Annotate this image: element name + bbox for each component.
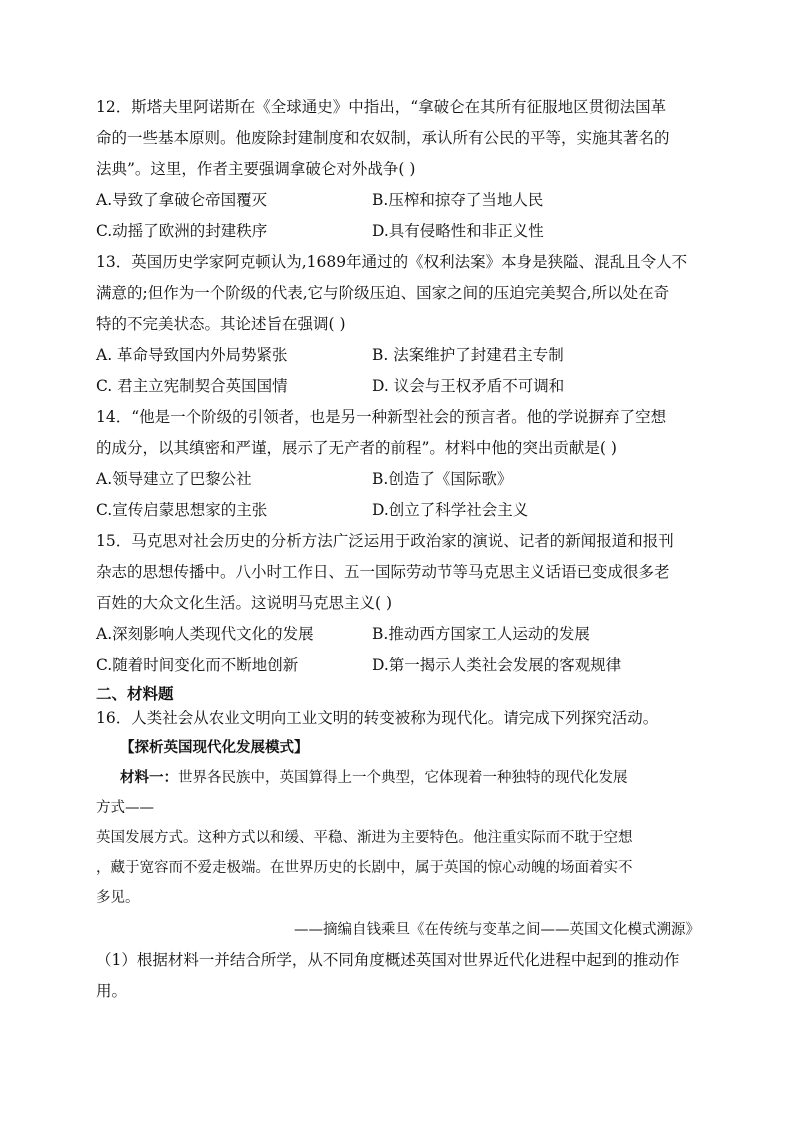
question-text-line: 满意的;但作为一个阶级的代表,它与阶级压迫、国家之间的压迫完美契合,所以处在奇 xyxy=(96,284,670,302)
options-row xyxy=(96,495,700,526)
option-c: C.动摇了欧洲的封建秩序 xyxy=(96,222,268,240)
task-line: 用。 xyxy=(96,982,128,1000)
option-c: C.宣传启蒙思想家的主张 xyxy=(96,501,268,519)
question-14 xyxy=(96,402,700,526)
question-text-line: 的成分，以其缜密和严谨，展示了无产者的前程”。材料中他的突出贡献是( ) xyxy=(96,439,617,457)
material-line: ，藏于宽容而不爱走极端。在世界历史的长剧中，属于英国的惊心动魄的场面着实不 xyxy=(96,860,633,876)
question-text-line: 13．英国历史学家阿克顿认为,1689年通过的《权利法案》本身是狭隘、混乱且令人不 xyxy=(96,253,688,271)
question-text-line: 特的不完美状态。其论述旨在强调( ) xyxy=(96,315,346,333)
task-line: （1）根据材料一并结合所学，从不同角度概述英国对世界近代化进程中起到的推动作 xyxy=(96,951,680,969)
options-row xyxy=(96,185,700,216)
question-text-line: 百姓的大众文化生活。这说明马克思主义( ) xyxy=(96,594,393,612)
question-12 xyxy=(96,92,700,247)
material-line: 多见。 xyxy=(96,890,140,906)
question-text-line: 14．“他是一个阶级的引领者，也是另一种新型社会的预言者。他的学说摒弃了空想 xyxy=(96,408,667,426)
question-text-line: 15．马克思对社会历史的分析方法广泛运用于政治家的演说、记者的新闻报道和报刊 xyxy=(96,532,674,550)
options-row xyxy=(96,464,700,495)
question-text-line: 命的一些基本原则。他废除封建制度和农奴制，承认所有公民的平等，实施其著名的 xyxy=(96,129,670,147)
document-page xyxy=(96,92,700,1007)
section-title: 二、材料题 xyxy=(96,685,174,703)
material-source: ——摘编自钱乘旦《在传统与变革之间——英国文化模式溯源》 xyxy=(294,922,700,938)
options-row xyxy=(96,619,700,650)
options-row xyxy=(96,650,700,681)
material-topic: 【探析英国现代化发展模式】 xyxy=(120,739,309,756)
option-d: D.第一揭示人类社会发展的客观规律 xyxy=(372,656,622,674)
options-row xyxy=(96,216,700,247)
option-b: B.推动西方国家工人运动的发展 xyxy=(372,625,590,643)
option-b: B. 法案维护了封建君主专制 xyxy=(372,346,564,364)
option-a: A.深刻影响人类现代文化的发展 xyxy=(96,625,314,643)
option-d: D.具有侵略性和非正义性 xyxy=(372,222,544,240)
option-b: B.压榨和掠夺了当地人民 xyxy=(372,191,544,209)
question-text-line: 12．斯塔夫里阿诺斯在《全球通史》中指出，“拿破仑在其所有征服地区贯彻法国革 xyxy=(96,98,667,116)
material-line: 英国发展方式。这种方式以和缓、平稳、渐进为主要特色。他注重实际而不耽于空想 xyxy=(96,830,633,846)
question-text-line: 法典”。这里，作者主要强调拿破仑对外战争( ) xyxy=(96,160,416,178)
question-intro: 16．人类社会从农业文明向工业文明的转变被称为现代化。请完成下列探究活动。 xyxy=(96,709,659,727)
options-row xyxy=(96,340,700,371)
question-13 xyxy=(96,247,700,402)
material-line xyxy=(96,763,700,793)
option-b: B.创造了《国际歌》 xyxy=(372,470,513,488)
option-d: D.创立了科学社会主义 xyxy=(372,501,529,519)
material-label: 材料一： xyxy=(120,769,178,786)
question-16 xyxy=(96,705,700,1007)
option-d: D. 议会与王权矛盾不可调和 xyxy=(372,377,565,395)
question-15 xyxy=(96,526,700,681)
option-c: C. 君主立宪制契合英国国情 xyxy=(96,377,288,395)
material-line: 方式—— xyxy=(96,800,154,816)
option-c: C.随着时间变化而不断地创新 xyxy=(96,656,299,674)
options-row xyxy=(96,371,700,402)
option-a: A. 革命导致国内外局势紧张 xyxy=(96,346,288,364)
option-a: A.导致了拿破仑帝国覆灭 xyxy=(96,191,268,209)
material-text: 世界各民族中，英国算得上一个典型，它体现着一种独特的现代化发展 xyxy=(178,770,628,786)
question-text-line: 杂志的思想传播中。八小时工作日、五一国际劳动节等马克思主义话语已变成很多老 xyxy=(96,563,670,581)
option-a: A.领导建立了巴黎公社 xyxy=(96,470,252,488)
